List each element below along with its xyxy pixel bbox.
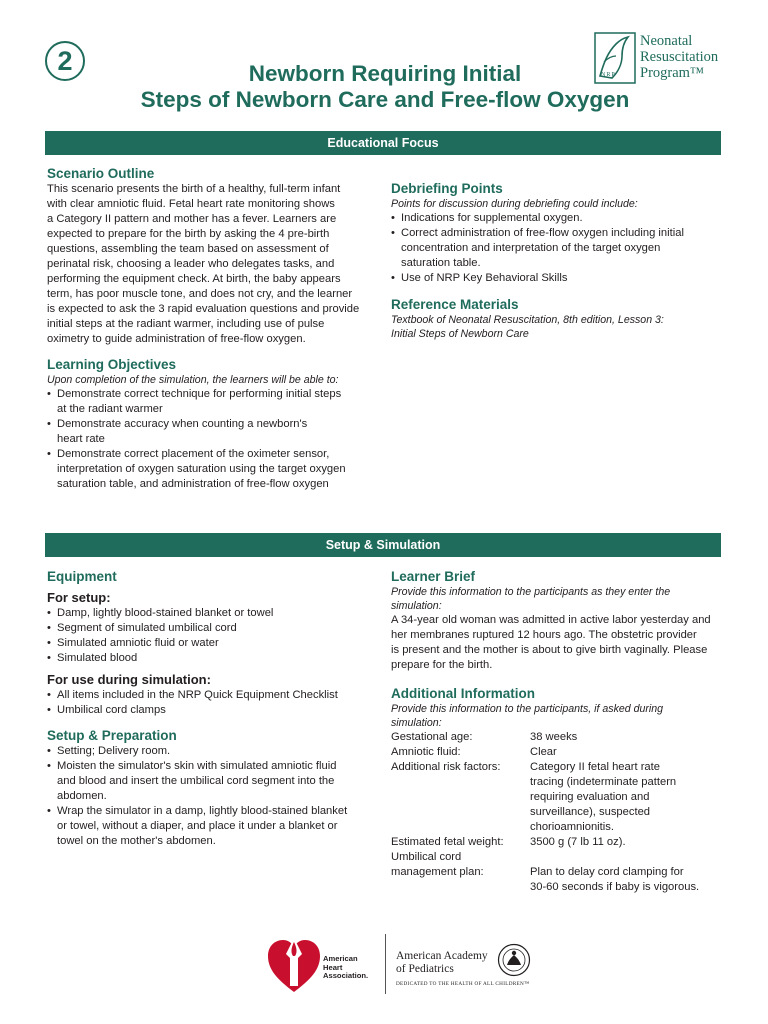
list-item: • Demonstrate accuracy when counting a newborn's heart rate [47, 417, 377, 447]
table-row [391, 835, 720, 850]
aap-seal-icon [497, 943, 531, 977]
learner-brief-text: A 34-year old woman was admitted in active labor yesterday and her membranes ruptured 12 hours ago. The obstetric provider is present and the mother is about to give birth vaginally. Please prepare for the birth. [391, 614, 711, 671]
list-item: • Moisten the simulator's skin with simulated amniotic fluid and blood and insert the umbilical cord segment into the abdomen. [47, 759, 377, 804]
aha-logo-text: American Heart Association. [323, 954, 369, 980]
learner-brief-block [391, 568, 723, 673]
for-setup-heading: For setup: [47, 590, 111, 605]
list-item: • Correct administration of free-flow oxygen including initial concentration and interpretation of the target oxygen saturation table. [391, 226, 723, 271]
learner-brief-intro: Provide this information to the participants as they enter the simulation: [391, 586, 671, 612]
list-item: • All items included in the NRP Quick Equipment Checklist [47, 688, 377, 703]
info-value: Clear [530, 746, 557, 758]
info-label: Umbilical cord management plan: [391, 851, 484, 878]
reference-line-1: Textbook of Neonatal Resuscitation, 8th edition, Lesson 3: [391, 314, 664, 326]
list-item: • Setting; Delivery room. [47, 744, 377, 759]
learning-objectives-intro: Upon completion of the simulation, the learners will be able to: [47, 374, 339, 386]
additional-information-table [391, 730, 720, 895]
aha-heart-torch-icon [266, 934, 322, 994]
list-item: • Damp, lightly blood-stained blanket or towel [47, 606, 377, 621]
reference-materials-block [391, 296, 723, 341]
scenario-number-badge: 2 [45, 41, 85, 81]
section-bar-educational-focus: Educational Focus [45, 131, 721, 155]
learner-brief-heading: Learner Brief [391, 569, 476, 584]
table-row [391, 760, 720, 835]
scenario-outline-block [47, 165, 377, 347]
info-label: Amniotic fluid: [391, 746, 461, 758]
info-value: Plan to delay cord clamping for 30-60 seconds if baby is vigorous. [530, 866, 700, 893]
setup-equipment-list [47, 606, 377, 666]
list-item: • Use of NRP Key Behavioral Skills [391, 271, 723, 286]
setup-preparation-block [47, 727, 377, 849]
nrp-logo-text: Neonatal Resuscitation Program™ [640, 33, 719, 81]
for-use-during-simulation-heading: For use during simulation: [47, 672, 211, 687]
table-row [391, 850, 720, 895]
debriefing-points-list [391, 211, 723, 286]
list-item: • Wrap the simulator in a damp, lightly blood-stained blanket or towel, without a diaper, and place it under a blanket or towel on the mother's abdomen. [47, 804, 377, 849]
reference-materials-heading: Reference Materials [391, 297, 519, 312]
table-row [391, 730, 720, 745]
info-label: Gestational age: [391, 731, 473, 743]
info-label: Additional risk factors: [391, 761, 501, 773]
info-label: Estimated fetal weight: [391, 836, 504, 848]
list-item: • Indications for supplemental oxygen. [391, 211, 723, 226]
list-item: • Umbilical cord clamps [47, 703, 377, 718]
simulation-equipment-list [47, 688, 377, 718]
list-item: • Simulated blood [47, 651, 377, 666]
table-row [391, 745, 720, 760]
additional-information-intro: Provide this information to the participants, if asked during simulation: [391, 703, 664, 729]
scenario-outline-heading: Scenario Outline [47, 166, 155, 181]
footer-divider [385, 934, 386, 994]
debriefing-points-block [391, 180, 723, 286]
page-title-line1: Newborn Requiring Initial [248, 61, 522, 86]
learning-objectives-list [47, 387, 377, 492]
list-item: • Demonstrate correct placement of the oximeter sensor, interpretation of oxygen saturation using the target oxygen saturation table, and administration of free-flow oxygen [47, 447, 377, 492]
section-bar-setup-simulation: Setup & Simulation [45, 533, 721, 557]
additional-information-block [391, 685, 723, 895]
debriefing-points-heading: Debriefing Points [391, 181, 503, 196]
equipment-heading: Equipment [47, 569, 117, 584]
info-value: 3500 g (7 lb 11 oz). [530, 836, 626, 848]
equipment-block [47, 568, 377, 718]
reference-line-2: Initial Steps of Newborn Care [391, 328, 529, 340]
page-title-line2: Steps of Newborn Care and Free-flow Oxygen [140, 87, 630, 112]
aap-logo-text: American Academy of Pediatrics [396, 950, 488, 975]
info-value: 38 weeks [530, 731, 578, 743]
list-item: • Simulated amniotic fluid or water [47, 636, 377, 651]
setup-preparation-heading: Setup & Preparation [47, 728, 177, 743]
list-item: • Demonstrate correct technique for performing initial steps at the radiant warmer [47, 387, 377, 417]
aap-tagline: DEDICATED TO THE HEALTH OF ALL CHILDREN™ [396, 981, 530, 987]
additional-information-heading: Additional Information [391, 686, 535, 701]
scenario-outline-text: This scenario presents the birth of a healthy, full-term infant with clear amniotic fluid. Fetal heart rate monitoring shows a Category II pattern and mother has a fever. Learners are expected to prepare for the birth by asking the 4 pre-birth questions, assembling the team based on assessment of perinatal risk, choosing a leader who delegates tasks, and performing the equipment check. At birth, the baby appears term, has poor muscle tone, and does not cry, and the learner is expected to ask the 3 rapid evaluation questions and provide initial steps at the radiant warmer, including use of pulse oximetry to guide administration of free-flow oxygen. [47, 183, 360, 345]
learning-objectives-heading: Learning Objectives [47, 357, 177, 372]
learning-objectives-block [47, 356, 377, 492]
debriefing-points-intro: Points for discussion during debriefing could include: [391, 198, 638, 210]
setup-preparation-list [47, 744, 377, 849]
list-item: • Segment of simulated umbilical cord [47, 621, 377, 636]
nrp-monogram: NRP [601, 72, 616, 78]
info-value: Category II fetal heart rate tracing (indeterminate pattern requiring evaluation and surveillance), suspected chorioamnionitis. [530, 761, 677, 833]
